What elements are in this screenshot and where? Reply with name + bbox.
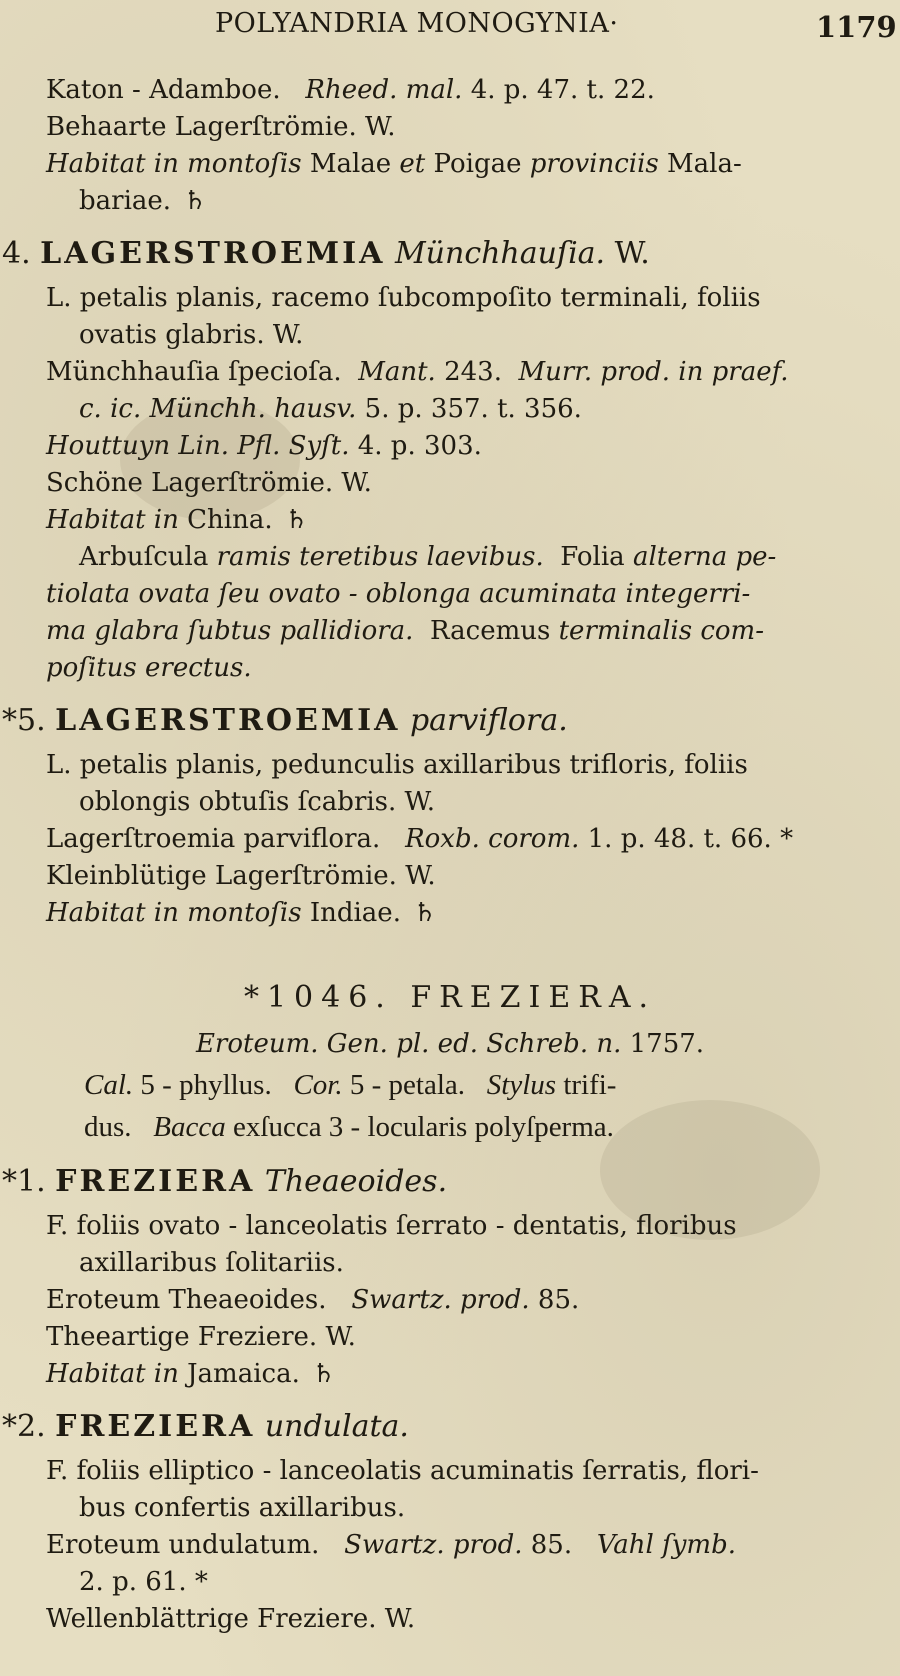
genus-title: *1046. FREZIERA.	[243, 980, 657, 1015]
entry-line: Eroteum undulatum. Swartz. prod. 85. Vahl ſymb.	[46, 1530, 736, 1560]
generic-character: Cal. 5 - phyllus. Cor. 5 - petala. Stylus trifi-	[84, 1069, 617, 1101]
shrub-symbol-icon: ♄	[413, 898, 437, 928]
entry-line: F. foliis elliptico - lanceolatis acuminatis ſerratis, flori-	[46, 1456, 759, 1486]
entry-line: Lagerſtroemia parviflora. Roxb. corom. 1. p. 48. t. 66. *	[46, 824, 794, 854]
entry-line: Katon - Adamboe. Rheed. mal. 4. p. 47. t. 22.	[46, 75, 655, 105]
entry-line: F. foliis ovato - lanceolatis ſerrato - dentatis, floribus	[46, 1211, 737, 1241]
species-heading: *1. FREZIERA Theaeoides.	[2, 1164, 448, 1199]
entry-line: Eroteum Theaeoides. Swartz. prod. 85.	[46, 1285, 580, 1315]
entry-line: Habitat in China. ♄	[0, 502, 900, 539]
species-heading: *2. FREZIERA undulata.	[2, 1409, 409, 1444]
running-head	[0, 2, 900, 52]
entry-line: ovatis glabris. W.	[79, 320, 304, 350]
entry-line: tiolata ovata ſeu ovato - oblonga acuminata integerri-	[46, 579, 751, 609]
entry-line: Münchhauſia ſpecioſa. Mant. 243. Murr. prod. in praef.	[46, 357, 789, 387]
species-heading: *5. LAGERSTROEMIA parviflora.	[2, 703, 568, 738]
entry-line: axillaribus ſolitariis.	[79, 1248, 344, 1278]
entry-line: Theeartige Freziere. W.	[46, 1322, 356, 1352]
shrub-symbol-icon: ♄	[312, 1359, 336, 1389]
entry-line: ma glabra ſubtus pallidiora. Racemus terminalis com-	[46, 616, 764, 646]
genus-reference: Eroteum. Gen. pl. ed. Schreb. n. 1757.	[195, 1029, 705, 1059]
entry-line: Behaarte Lagerſtrömie. W.	[46, 112, 396, 142]
running-head-title: POLYANDRIA MONOGYNIA·	[215, 8, 619, 39]
entry-line: Arbuſcula ramis teretibus laevibus. Folia alterna pe-	[79, 542, 777, 572]
entry-line: oblongis obtuſis ſcabris. W.	[79, 787, 436, 817]
entry-line: L. petalis planis, pedunculis axillaribus trifloris, foliis	[46, 750, 748, 780]
shrub-symbol-icon: ♄	[183, 186, 207, 216]
entry-line: Habitat in Jamaica. ♄	[0, 1356, 900, 1393]
entry-line: poſitus erectus.	[46, 653, 252, 683]
entry-line: bariae. ♄	[0, 183, 900, 220]
entry-line: Houttuyn Lin. Pfl. Syſt. 4. p. 303.	[46, 431, 482, 461]
page-number: 1179	[816, 10, 897, 44]
entry-line: Habitat in montoſis Indiae. ♄	[0, 895, 900, 932]
entry-line: L. petalis planis, racemo ſubcompoſito terminali, foliis	[46, 283, 761, 313]
species-heading: 4. LAGERSTROEMIA Münchhauſia. W.	[2, 236, 650, 271]
entry-line: Schöne Lagerſtrömie. W.	[46, 468, 372, 498]
entry-line: 2. p. 61. *	[79, 1567, 208, 1597]
entry-line: Kleinblütige Lagerſtrömie. W.	[46, 861, 436, 891]
entry-line: Wellenblättrige Freziere. W.	[46, 1604, 416, 1634]
shrub-symbol-icon: ♄	[284, 505, 309, 535]
entry-line: Habitat in montoſis Malae et Poigae provinciis Mala-	[46, 149, 742, 179]
generic-character: dus. Bacca exſucca 3 - locularis polyſperma.	[84, 1111, 614, 1143]
page-body	[0, 72, 900, 1638]
entry-line: c. ic. Münchh. hausv. 5. p. 357. t. 356.	[79, 394, 582, 424]
entry-line: bus confertis axillaribus.	[79, 1493, 406, 1523]
